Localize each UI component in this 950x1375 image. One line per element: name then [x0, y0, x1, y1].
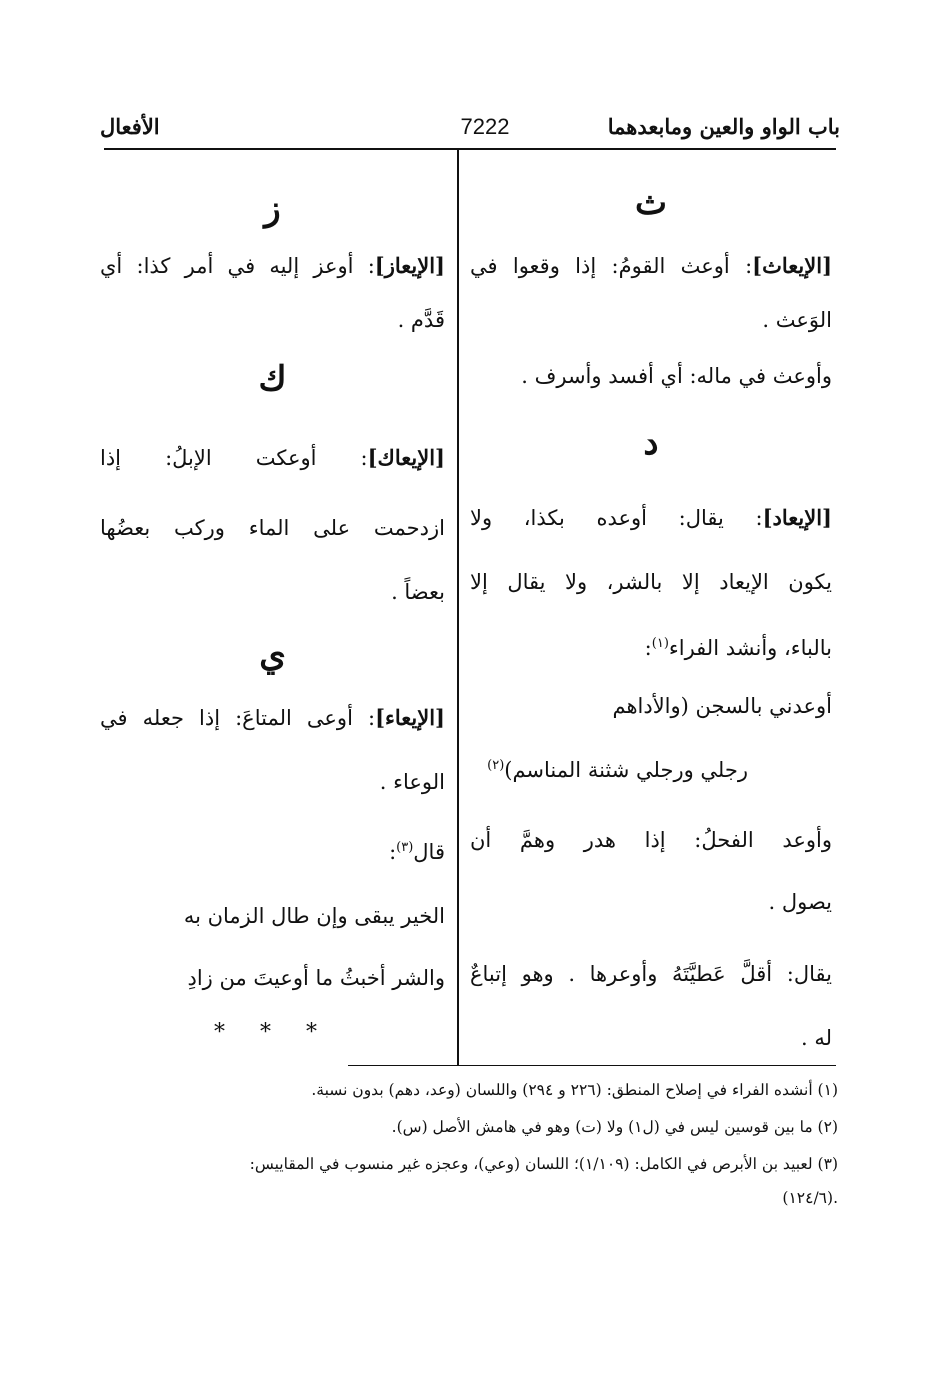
entry-text: : أوعز إليه في أمر كذا: أي — [100, 254, 375, 278]
entry-line: الوعاء . — [379, 770, 445, 794]
entry-term: [الإيعاء] — [375, 705, 445, 730]
entry-line: يقال: أقلَّ عَطيَّتَهُ وأوعرها . وهو إتباعٌ — [470, 962, 832, 986]
verse-text: رجلي ورجلي شثنة المناسم) — [504, 758, 748, 782]
entry-line: قَدَّم . — [397, 308, 445, 332]
entry-text: : — [644, 636, 652, 660]
entry-text: بالباء، وأنشد الفراء — [668, 636, 832, 660]
verse-line: والشر أخبثُ ما أوعيتَ من زادِ — [187, 966, 445, 990]
verse-line: الخير يبقى وإن طال الزمان به — [183, 904, 445, 928]
entry-line: بعضاً . — [391, 580, 445, 604]
entry-line: وأوعد الفحلُ: إذا هدر وهمَّ أن — [470, 828, 832, 852]
verse-line: أوعدني بالسجن (والأداهم — [612, 694, 832, 718]
section-letter: د — [643, 423, 659, 463]
footnote-ref: (٢) — [487, 758, 505, 773]
section-letter: ي — [259, 635, 286, 675]
entry-line: يكون الإيعاد إلا بالشر، ولا يقال إلا — [470, 570, 832, 594]
header-rule — [104, 148, 836, 150]
footnote-ref: (٣) — [396, 840, 414, 855]
page-number: 7222 — [460, 114, 510, 139]
column-divider — [457, 150, 459, 1066]
footnote-3: (٣) لعبيد بن الأبرص في الكامل: (١/١٠٩)؛ اللسان (وعي)، وعجزه غير منسوب في المقاييس: — [249, 1155, 838, 1173]
entry-line — [100, 440, 445, 476]
entry-text: : أوعى المتاعَ: إذا جعله في — [100, 706, 376, 730]
entry-line: ازدحمت على الماء وركب بعضُها — [100, 516, 445, 540]
section-letter: ث — [634, 183, 667, 223]
entry-line — [100, 700, 445, 736]
entry-text: : يقال: أوعده بكذا، ولا — [470, 506, 763, 530]
section-letter: ك — [258, 359, 287, 399]
entry-term: [الإيعاز] — [374, 253, 445, 278]
entry-text: : أوعكت الإبلُ: إذا — [100, 446, 368, 470]
entry-term: [الإيعاد] — [762, 505, 832, 530]
footnote-2: (٢) ما بين قوسين ليس في (ل١) ولا (ت) وهو في هامش الأصل (س). — [391, 1118, 838, 1136]
entry-line — [470, 626, 832, 662]
entry-line — [100, 830, 445, 866]
entry-line: يصول . — [768, 890, 832, 914]
entry-term: [الإيعاث] — [752, 253, 832, 278]
header-left-title: الأفعال — [100, 114, 160, 139]
entry-text: قال — [413, 840, 445, 864]
footnote-rule — [348, 1065, 836, 1066]
entry-term: [الإيعاك] — [367, 445, 445, 470]
section-letter: ز — [264, 189, 281, 229]
end-mark: * * * — [214, 1020, 331, 1045]
header-right-title: باب الواو والعين ومابعدهما — [607, 114, 840, 139]
entry-line — [100, 248, 445, 284]
entry-text: : — [389, 840, 397, 864]
verse-line — [470, 748, 748, 784]
entry-line: وأوعث في ماله: أي أفسد وأسرف . — [521, 364, 832, 388]
footnote-ref: (١) — [651, 636, 669, 651]
footnote-1: (١) أنشده الفراء في إصلاح المنطق: (٢٢٦ و ٢٩٤) واللسان (وعد، دهم) بدون نسبة. — [311, 1081, 838, 1099]
entry-line — [470, 248, 832, 284]
footnote-3-continued: .(١٢٤/٦) — [782, 1189, 838, 1207]
entry-line: الوَعث . — [762, 308, 832, 332]
entry-line: له . — [800, 1026, 832, 1050]
entry-text: : أوعث القومُ: إذا وقعوا في — [470, 254, 753, 278]
entry-line — [470, 500, 832, 536]
